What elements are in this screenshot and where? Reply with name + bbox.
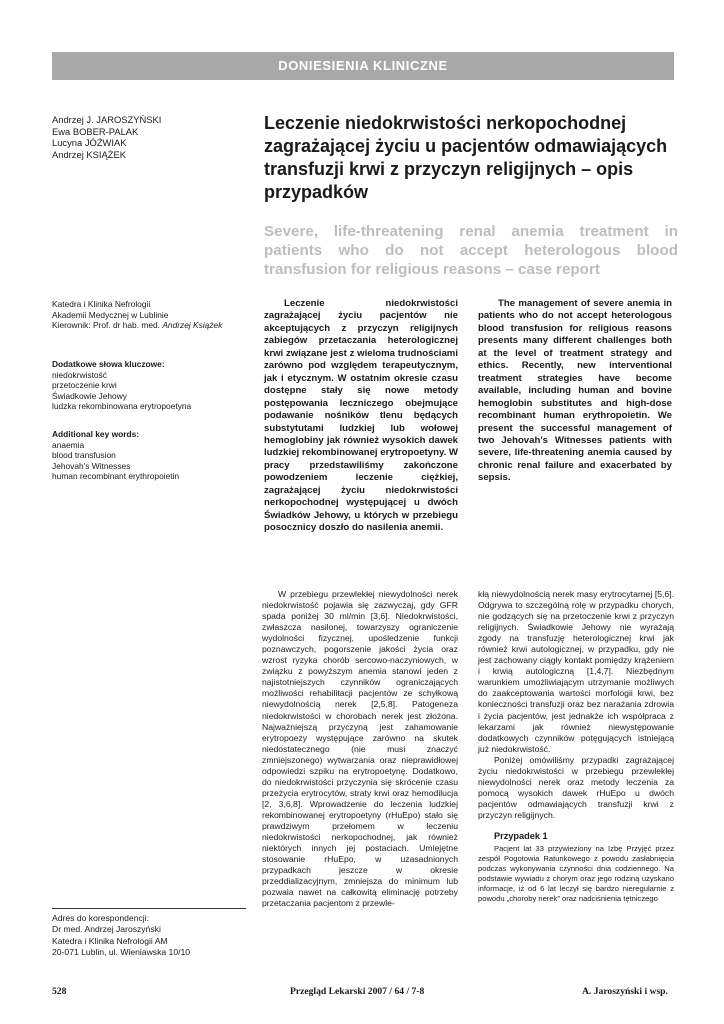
keyword-item: przetoczenie krwi xyxy=(52,380,117,391)
author-name: Ewa BOBER-PALAK xyxy=(52,125,139,137)
correspondence-divider xyxy=(52,908,246,909)
keywords-english xyxy=(52,429,257,482)
author-name: Andrzej KSIĄŻEK xyxy=(52,148,126,160)
abstract-english: The management of severe anemia in patients who do not accept heterologous blood transfusion for religious reasons presents many different challenges both at the level of treatment strategy and ethics. Recently, new interventional treatment strategies have become available, including human and bovine hemoglobin substitutes and high-dose recombinant human erythropoietin. We present the successful management of two Jehovah's Witnesses patients with severe, life-threatening anemia caused by chronic renal failure and exacerbated by sepsis. xyxy=(478,298,672,484)
affiliation-line: Akademii Medycznej w Lublinie xyxy=(52,309,169,320)
keyword-item: human recombinant erythropoietin xyxy=(52,471,180,482)
affiliation-head-name: Andrzej Książek xyxy=(162,320,223,331)
running-authors: A. Jaroszyński i wsp. xyxy=(582,986,668,997)
body-paragraph: Poniżej omówiliśmy przypadki zagrażającej życiu niedokrwistości w przebiegu przewlekłej niewydolności nerek oraz metody leczenia za pomocą wysokich dawek rHuEpo u dwóch pacjentów odmawiających transfuzji krwi z przyczyn religijnych. xyxy=(478,754,674,820)
correspondence-heading: Adres do korespondencji: xyxy=(52,913,149,923)
page-number: 528 xyxy=(52,986,67,997)
body-column-right xyxy=(478,589,674,904)
abstract-polish: Leczenie niedokrwistości zagrażającej życiu pacjentów nie akceptujących z przyczyn religijnych zabiegów przetaczania heterologicznej krwi związane jest z wieloma trudnościami zarówno pod względem terapeutycznym, jak i etycznym. W ostatnim okresie czasu dostępne stały się nowe metody postępowania leczniczego obejmujące podawanie nośników tlenu będących substytutami ludzkiej lub wołowej hemoglobiny jak również wysokich dawek ludzkiej rekombinowanej erytropoetyny. W pracy przedstawiliśmy zakończone powodzeniem leczenie ciężkiej, zagrażającej życiu niedokrwistości nerkopochodnej występującej u dwóch Świadków Jehowy, u których w przebiegu posocznicy doszło do nasilenia anemii. xyxy=(264,298,458,534)
correspondence-line: Katedra i Klinika Nefrologii AM xyxy=(52,935,168,946)
keyword-item: Świadkowie Jehowy xyxy=(52,390,127,401)
keyword-item: ludzka rekombinowana erytropoetyna xyxy=(52,401,192,412)
article-title-english: Severe, life-threatening renal anemia treatment in patients who do not accept heterologous blood transfusion for religious reasons – case report xyxy=(264,223,678,278)
keywords-heading: Dodatkowe słowa kluczowe: xyxy=(52,359,165,369)
journal-citation: Przegląd Lekarski 2007 / 64 / 7-8 xyxy=(290,986,425,997)
affiliation-line: Katedra i Klinika Nefrologii xyxy=(52,299,151,309)
correspondence-line: 20-071 Lublin, ul. Wieniawska 10/10 xyxy=(52,947,191,958)
correspondence-line: Dr med. Andrzej Jaroszyński xyxy=(52,924,161,935)
body-paragraph: W przebiegu przewlekłej niewydolności nerek niedokrwistość pojawia się zazwyczaj, gdy GFR spada poniżej 30 ml/min [3,6]. Niedokrwistości, zwłaszcza nasilonej, towarzyszy ograniczenie wydolności fizycznej, upośledzenie funkcji poznawczych, pogorszenie jakości życia oraz wzrost ryzyka chorób sercowo-naczyniowych, w związku z powyższym anemia stanowi jeden z najistotniejszych czynników ograniczających możliwości rehabilitacji pacjentów ze schyłkową niewydolnością nerek [2,5,8]. Patogeneza niedokrwistości w chorobach nerek jest złożona. Najważniejszą przyczyną jest zahamowanie erytropoezy występujące zarówno na skutek niedostatecznego (nie musi znaczyć zmniejszonego) wytwarzania oraz nieprawidłowej odpowiedzi szpiku na erytropoetynę. Dodatkowo, do niedokrwistości przyczynia się skrócenie czasu przeżycia erytrocytów, straty krwi oraz hemodilucja [2, 3,6,8]. Wprowadzenie do leczenia ludzkiej rekombinowanej erytropoetyny (rHuEpo) stało się prawdziwym przełomem w leczeniu niedokrwistości nerkopochodnej, jak również niektórych innych jej postaciach. Umiejętne stosowanie rHuEpo, w uzasadnionych przypadkach jeszcze w okresie przeddializacyjnym, zmniejsza do minimum lub pozwala nawet na całkowitą eliminację potrzeby przetaczania pacjentom z przewle- xyxy=(262,589,458,909)
keyword-item: blood transfusion xyxy=(52,450,116,461)
section-label: DONIESIENIA KLINICZNE xyxy=(278,58,448,73)
section-banner xyxy=(52,52,674,80)
keywords-polish xyxy=(52,359,257,412)
keyword-item: anaemia xyxy=(52,439,85,450)
author-name: Lucyna JÓŹWIAK xyxy=(52,137,127,149)
keyword-item: Jehovah's Witnesses xyxy=(52,460,131,471)
author-name: Andrzej J. JAROSZYŃSKI xyxy=(52,114,162,125)
case-text: Pacjent lat 33 przywieziony na Izbę Przyjęć przez zespół Pogotowia Ratunkowego z powodu zasłabnięcia podczas wykonywania czynności dnia codziennego. Na podstawie wywiadu z chorym oraz jego rodziną uzyskano informacje, iż od 6 lat leczył się bardzo nieregularnie z powodu „choroby nerek” oraz nadciśnienia tętniczego xyxy=(478,844,674,904)
keyword-item: niedokrwistość xyxy=(52,369,107,380)
article-title-polish: Leczenie niedokrwistości nerkopochodnej zagrażającej życiu u pacjentów odmawiających transfuzji krwi z przyczyn religijnych – opis przypadków xyxy=(264,113,668,202)
affiliation-head-prefix: Kierownik: Prof. dr hab. med. xyxy=(52,320,160,331)
body-column-left xyxy=(262,589,458,909)
correspondence-address xyxy=(52,913,252,959)
keywords-heading: Additional key words: xyxy=(52,429,140,439)
affiliation xyxy=(52,299,262,331)
affiliation-head xyxy=(52,320,262,331)
body-paragraph: kłą niewydolnością nerek masy erytrocytarnej [5,6]. Odgrywa to szczególną rolę w przypadku chorych, nie godzących się na przetoczenie krwi z przyczyn religijnych. Świadkowie Jehowy nie wyrażają zgody na transfuzję heterologicznej krwi jak również krwi autologicznej, w przypadku, gdy nie jest zachowany ciągły kontakt pomiędzy krążeniem i krwią autologiczną [1,4,7]. Niezbędnym warunkiem umożliwiającym utrzymanie możliwych do zaakceptowania wartości morfologii krwi, bez konieczności transfuzji oraz bez narażania zdrowia i życia pacjentów, jest jednakże ich współpraca z lekarzami jak również niewystępowanie dodatkowych czynników potęgujących istniejącą już niedokrwistość. xyxy=(478,589,674,754)
author-list xyxy=(52,114,252,160)
case-heading: Przypadek 1 xyxy=(494,830,548,841)
